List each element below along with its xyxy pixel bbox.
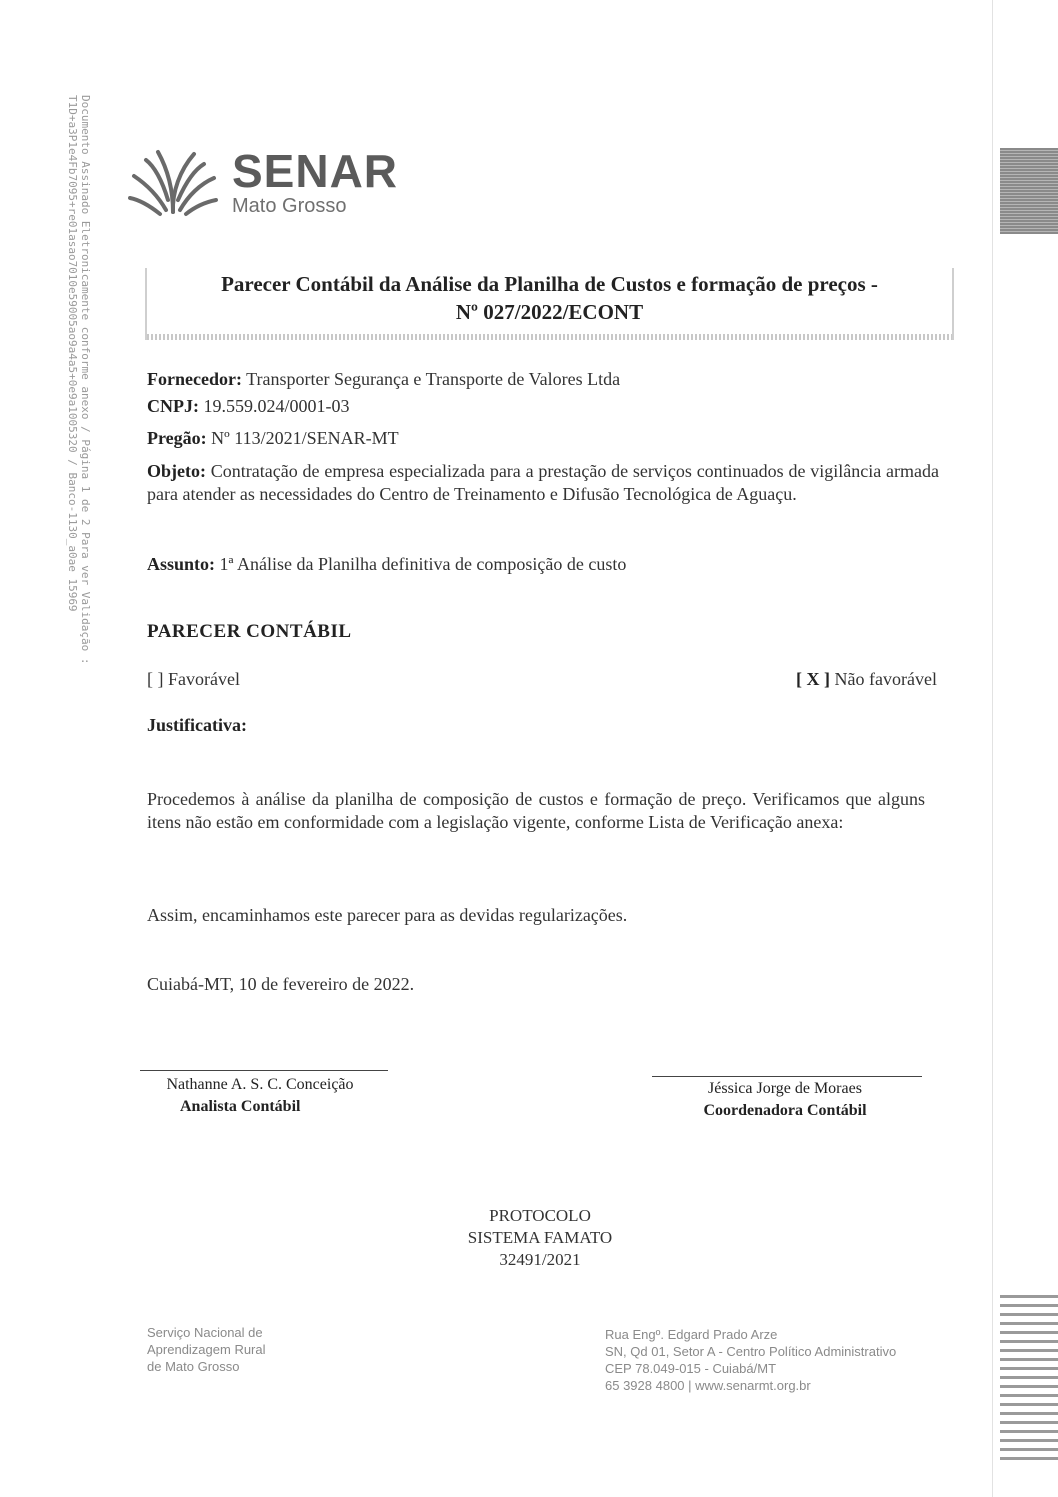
footer-right-line-4: 65 3928 4800 | www.senarmt.org.br (605, 1378, 811, 1393)
footer-right-line-3: CEP 78.049-015 - Cuiabá/MT (605, 1361, 777, 1376)
signature-1-role: Analista Contábil (180, 1098, 301, 1115)
logo-text (232, 145, 399, 218)
parecer-heading: PARECER CONTÁBIL (147, 621, 352, 642)
signature-line-1 (140, 1070, 388, 1071)
assunto-label: Assunto: (147, 554, 216, 574)
scan-edge-mark (1000, 148, 1058, 234)
pregao-value: Nº 113/2021/SENAR-MT (206, 428, 399, 448)
signature-block-2 (660, 1078, 910, 1122)
nao-favoravel-option (796, 668, 937, 691)
protocol-line-2: SISTEMA FAMATO (467, 1228, 613, 1247)
scan-edge-lines (1000, 1290, 1058, 1460)
electronic-signature-stamp (52, 95, 92, 975)
signature-1-name: Nathanne A. S. C. Conceição (166, 1076, 354, 1093)
nao-favoravel-checkbox: [ X ] (796, 669, 831, 689)
fornecedor-value: Transporter Segurança e Transporte de Valores Ltda (241, 369, 621, 389)
footer-left-line-1: Serviço Nacional de (147, 1325, 263, 1340)
objeto-value: Contratação de empresa especializada para a prestação de serviços continuados de vigilância armada para atender as necessidades do Centro de Treinamento e Difusão Tecnológica de Aguaçu. (147, 461, 939, 504)
protocol-line-1: PROTOCOLO (489, 1206, 591, 1225)
signature-2-name: Jéssica Jorge de Moraes (708, 1080, 862, 1097)
fornecedor-label: Fornecedor: (147, 369, 242, 389)
cnpj-field (147, 395, 350, 418)
document-date: Cuiabá-MT, 10 de fevereiro de 2022. (147, 974, 415, 994)
assunto-value: 1ª Análise da Planilha definitiva de composição de custo (215, 554, 627, 574)
logo-name: SENAR (232, 145, 399, 197)
fornecedor-field (147, 368, 620, 391)
justificativa-paragraph-2: Assim, encaminhamos este parecer para as devidas regularizações. (147, 905, 628, 925)
document-title-box (145, 268, 954, 340)
justificativa-label: Justificativa: (147, 715, 247, 735)
footer-right-line-1: Rua Engº. Edgard Prado Arze (605, 1327, 778, 1342)
footer-left-line-2: Aprendizagem Rural (147, 1342, 266, 1357)
logo-subtitle: Mato Grosso (232, 195, 347, 217)
favoravel-option (147, 668, 240, 691)
title-line-2: Nº 027/2022/ECONT (455, 300, 644, 324)
footer-right-line-2: SN, Qd 01, Setor A - Centro Político Administrativo (605, 1344, 897, 1359)
cnpj-value: 19.559.024/0001-03 (199, 396, 350, 416)
favoravel-checkbox: [ ] (147, 669, 164, 689)
signature-2-role: Coordenadora Contábil (703, 1102, 867, 1119)
favoravel-label: Favorável (163, 669, 240, 689)
stamp-text: Documento Assinado Eletronicamente conforme anexo / Página 1 de 2 Para ver Validação : T1D+a3P1e4Fb7095+re01asao7010e59005ao9a4a5+0e9a1005320 / Banco-1130_a0ae 15969 (66, 95, 92, 665)
objeto-label: Objeto: (147, 461, 206, 481)
title-line-1: Parecer Contábil da Análise da Planilha de Custos e formação de preços - (221, 272, 878, 296)
nao-favoravel-label: Não favorável (830, 669, 937, 689)
objeto-field (147, 460, 939, 506)
signature-line-2 (652, 1076, 922, 1077)
protocol-line-3: 32491/2021 (499, 1250, 581, 1269)
document-title (147, 270, 952, 326)
protocol-stamp (420, 1205, 660, 1271)
cnpj-label: CNPJ: (147, 396, 199, 416)
signature-block-1 (140, 1074, 380, 1118)
pregao-label: Pregão: (147, 428, 207, 448)
assunto-field (147, 553, 626, 576)
justificativa-paragraph-1: Procedemos à análise da planilha de composição de custos e formação de preço. Verificamos que alguns itens não estão em conformidade com a legislação vigente, conforme Lista de Verificação anexa: (147, 789, 925, 832)
pregao-field (147, 427, 399, 450)
senar-wheat-logo-icon (128, 140, 218, 225)
footer-institution (147, 1324, 266, 1375)
footer-left-line-3: de Mato Grosso (147, 1359, 240, 1374)
scan-edge-line (992, 0, 993, 1497)
footer-address (605, 1326, 896, 1394)
